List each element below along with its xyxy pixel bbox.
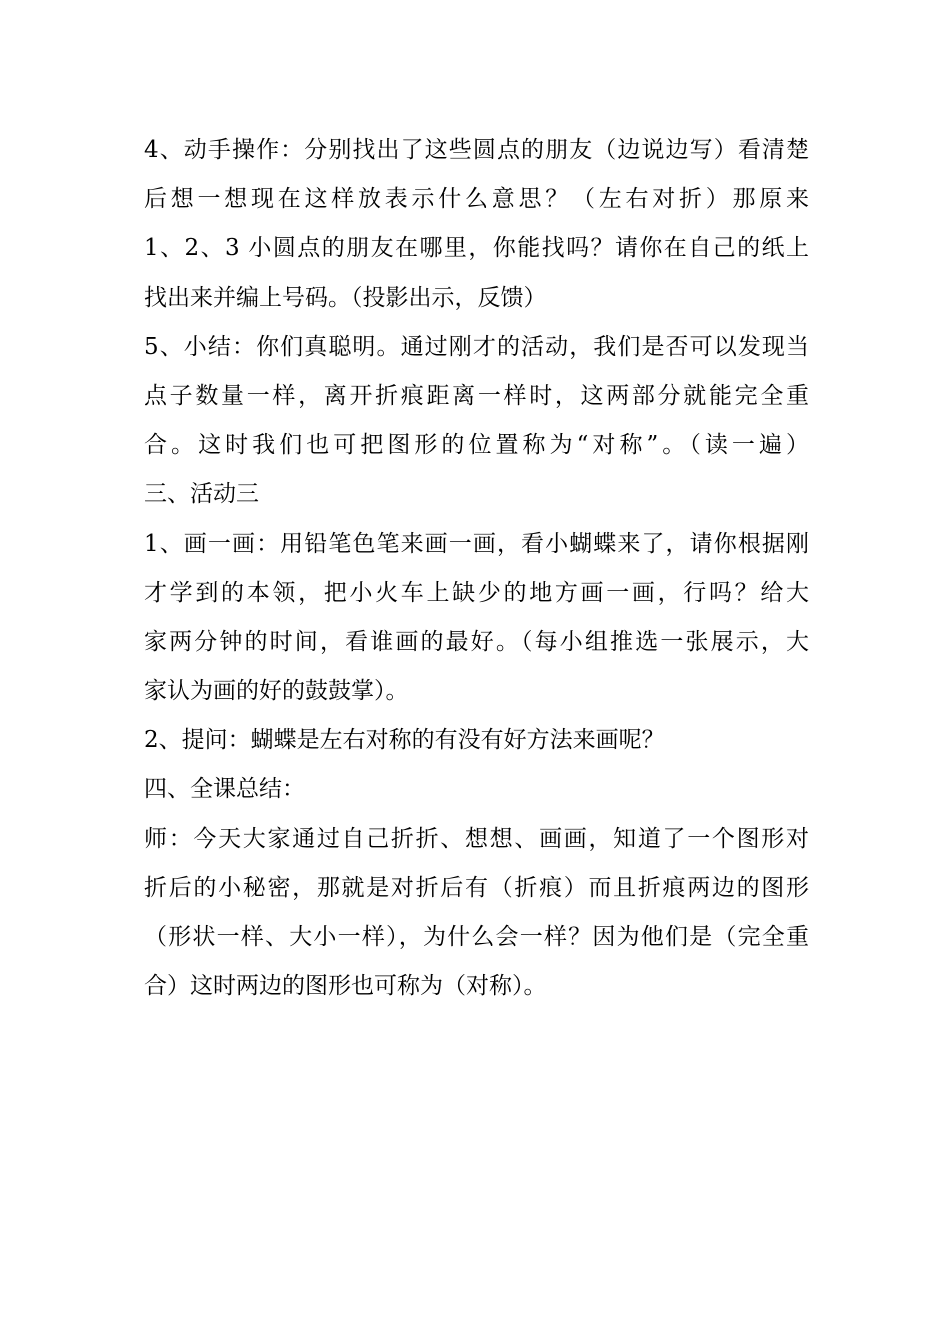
text-line: （形状一样、大小一样），为什么会一样？因为他们是（完全重 bbox=[144, 924, 809, 950]
section-heading-activity-3 bbox=[144, 470, 809, 519]
paragraph-draw bbox=[144, 520, 809, 717]
paragraph-question bbox=[144, 716, 809, 765]
paragraph-step-4 bbox=[144, 126, 809, 323]
text-line: 1、画一画：用铅笔色笔来画一画，看小蝴蝶来了，请你根据刚 bbox=[144, 530, 809, 557]
text-line: 家两分钟的时间，看谁画的最好。（每小组推选一张展示，大 bbox=[144, 628, 809, 655]
text-line: 合。这时我们也可把图形的位置称为“对称”。（读一遍） bbox=[144, 432, 809, 459]
text-line: 才学到的本领，把小火车上缺少的地方画一画，行吗？给大 bbox=[144, 579, 809, 606]
text-line: 点子数量一样，离开折痕距离一样时，这两部分就能完全重 bbox=[144, 382, 809, 409]
text-line: 1、2、3 小圆点的朋友在哪里，你能找吗？请你在自己的纸上 bbox=[144, 235, 809, 262]
text-line: 折后的小秘密，那就是对折后有（折痕）而且折痕两边的图形 bbox=[144, 874, 809, 901]
text-line: 后想一想现在这样放表示什么意思？（左右对折）那原来 bbox=[144, 186, 809, 213]
text-line: 师：今天大家通过自己折折、想想、画画，知道了一个图形对 bbox=[144, 825, 809, 852]
text-line: 找出来并编上号码。（投影出示，反馈） bbox=[144, 284, 547, 311]
section-heading: 三、活动三 bbox=[144, 481, 259, 508]
section-heading: 四、全课总结： bbox=[144, 776, 305, 803]
section-heading-summary bbox=[144, 765, 809, 814]
text-line: 5、小结：你们真聪明。通过刚才的活动，我们是否可以发现当 bbox=[144, 333, 809, 360]
paragraph-teacher-summary bbox=[144, 815, 809, 1012]
paragraph-step-5 bbox=[144, 323, 809, 471]
text-line: 家认为画的好的鼓鼓掌）。 bbox=[144, 678, 409, 705]
text-line: 4、动手操作：分别找出了这些圆点的朋友（边说边写）看清楚 bbox=[144, 137, 809, 163]
text-line: 2、提问：蝴蝶是左右对称的有没有好方法来画呢？ bbox=[144, 727, 665, 754]
text-line: 合）这时两边的图形也可称为（对称）。 bbox=[144, 973, 547, 1000]
document-body bbox=[144, 126, 809, 1011]
